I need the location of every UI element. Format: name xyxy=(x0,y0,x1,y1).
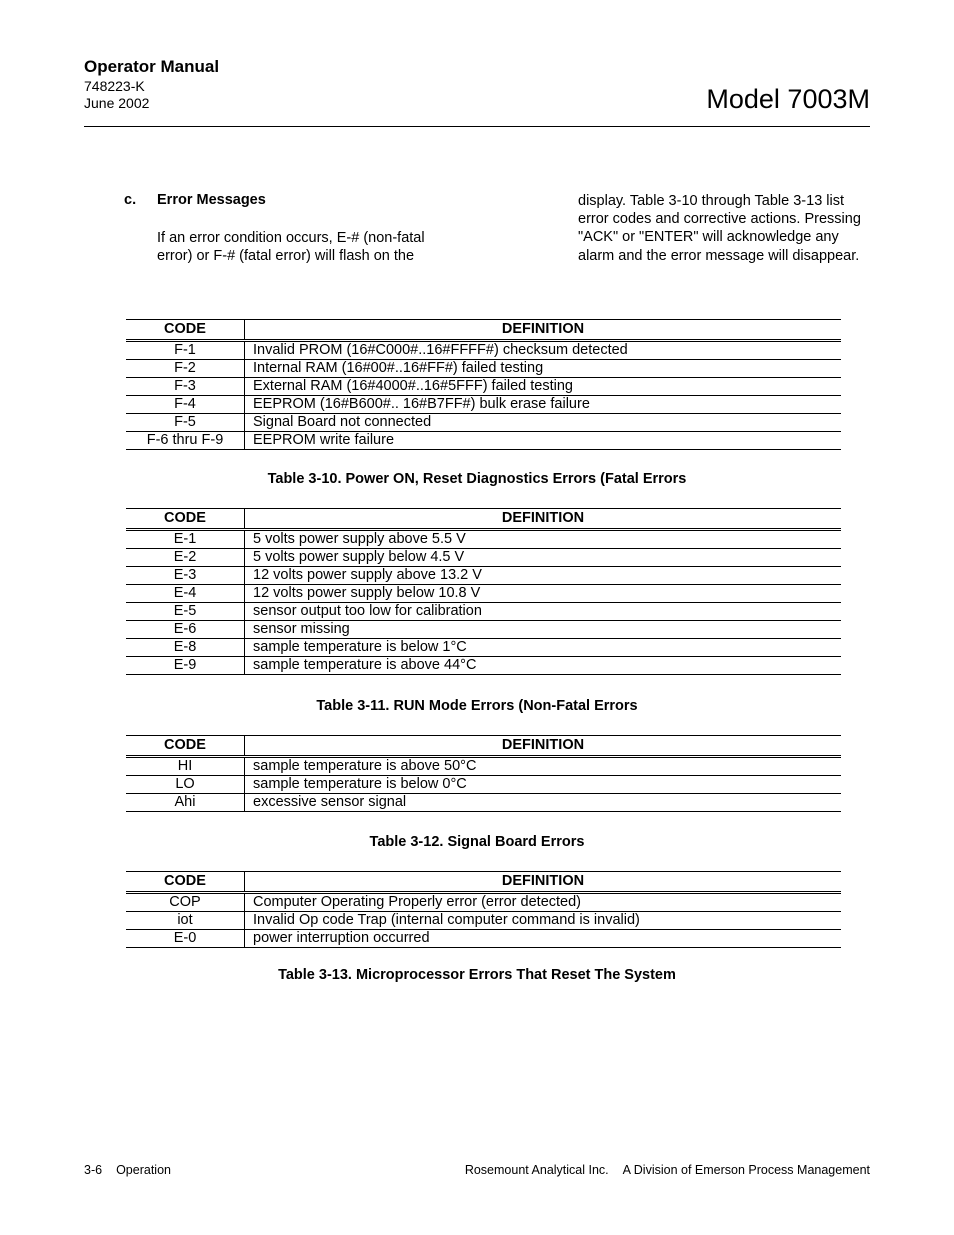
column-header-code: CODE xyxy=(126,872,245,893)
error-definition: EEPROM (16#B600#.. 16#B7FF#) bulk erase failure xyxy=(245,396,842,414)
page-number: 3-6 xyxy=(84,1163,103,1177)
footer-division: A Division of Emerson Process Management xyxy=(622,1163,870,1177)
error-code: E-9 xyxy=(126,657,245,675)
error-definition: Invalid PROM (16#C000#..16#FFFF#) checksum detected xyxy=(245,341,842,360)
table-3-11 xyxy=(126,508,841,675)
error-definition: sensor output too low for calibration xyxy=(245,603,842,621)
table-row xyxy=(126,794,841,812)
table-header-row xyxy=(126,736,841,757)
error-definition: Invalid Op code Trap (internal computer command is invalid) xyxy=(245,912,842,930)
table-caption: Table 3-12. Signal Board Errors xyxy=(369,834,585,850)
error-code: E-3 xyxy=(126,567,245,585)
table-row xyxy=(126,657,841,675)
error-definition: External RAM (16#4000#..16#5FFF) failed testing xyxy=(245,378,842,396)
table-row xyxy=(126,776,841,794)
error-definition: Internal RAM (16#00#..16#FF#) failed testing xyxy=(245,360,842,378)
doc-date: June 2002 xyxy=(84,95,150,111)
table-3-12 xyxy=(126,735,841,812)
error-code: E-2 xyxy=(126,549,245,567)
error-code: F-5 xyxy=(126,414,245,432)
table-row xyxy=(126,530,841,549)
table-header-row xyxy=(126,320,841,341)
error-code: F-3 xyxy=(126,378,245,396)
table-row xyxy=(126,912,841,930)
error-code: iot xyxy=(126,912,245,930)
footer-left xyxy=(84,1163,185,1177)
table-row xyxy=(126,585,841,603)
error-definition: sample temperature is below 0°C xyxy=(245,776,842,794)
table-header-row xyxy=(126,872,841,893)
column-header-definition: DEFINITION xyxy=(245,320,842,341)
error-code: F-2 xyxy=(126,360,245,378)
error-code: COP xyxy=(126,893,245,912)
table-3-10 xyxy=(126,319,841,450)
column-header-code: CODE xyxy=(126,509,245,530)
table-row xyxy=(126,621,841,639)
error-code: E-6 xyxy=(126,621,245,639)
table-row xyxy=(126,432,841,450)
error-code: E-5 xyxy=(126,603,245,621)
error-code: E-8 xyxy=(126,639,245,657)
error-code: E-0 xyxy=(126,930,245,948)
intro-paragraph-left: If an error condition occurs, E-# (non-fatal error) or F-# (fatal error) will flash on the xyxy=(157,230,425,265)
error-definition: Computer Operating Properly error (error detected) xyxy=(245,893,842,912)
error-definition: 5 volts power supply below 4.5 V xyxy=(245,549,842,567)
manual-title: Operator Manual xyxy=(84,57,220,76)
table-caption: Table 3-11. RUN Mode Errors (Non-Fatal Errors xyxy=(316,698,638,714)
error-code: F-4 xyxy=(126,396,245,414)
table-row xyxy=(126,414,841,432)
table-caption: Table 3-10. Power ON, Reset Diagnostics Errors (Fatal Errors xyxy=(267,471,687,487)
error-code: Ahi xyxy=(126,794,245,812)
error-code: F-1 xyxy=(126,341,245,360)
error-definition: Signal Board not connected xyxy=(245,414,842,432)
error-definition: 5 volts power supply above 5.5 V xyxy=(245,530,842,549)
error-code: LO xyxy=(126,776,245,794)
table-row xyxy=(126,603,841,621)
error-definition: EEPROM write failure xyxy=(245,432,842,450)
table-row xyxy=(126,396,841,414)
error-definition: sample temperature is below 1°C xyxy=(245,639,842,657)
table-3-13 xyxy=(126,871,841,948)
doc-number: 748223-K xyxy=(84,78,145,94)
section-letter: c. xyxy=(124,192,137,208)
error-code: E-1 xyxy=(126,530,245,549)
section-title: Error Messages xyxy=(157,192,266,208)
column-header-definition: DEFINITION xyxy=(245,872,842,893)
error-definition: sample temperature is above 44°C xyxy=(245,657,842,675)
table-row xyxy=(126,639,841,657)
error-definition: sample temperature is above 50°C xyxy=(245,757,842,776)
footer-right xyxy=(451,1163,870,1177)
table-row xyxy=(126,549,841,567)
error-definition: 12 volts power supply above 13.2 V xyxy=(245,567,842,585)
error-definition: excessive sensor signal xyxy=(245,794,842,812)
table-header-row xyxy=(126,509,841,530)
column-header-definition: DEFINITION xyxy=(245,509,842,530)
error-code: HI xyxy=(126,757,245,776)
table-row xyxy=(126,567,841,585)
error-code: F-6 thru F-9 xyxy=(126,432,245,450)
model-name: Model 7003M xyxy=(706,84,870,114)
table-row xyxy=(126,378,841,396)
column-header-definition: DEFINITION xyxy=(245,736,842,757)
error-code: E-4 xyxy=(126,585,245,603)
intro-paragraph-right: display. Table 3-10 through Table 3-13 list error codes and corrective actions. Pressing "ACK" or "ENTER" will acknowledge any alarm and the error message will disappear. xyxy=(578,193,861,264)
table-row xyxy=(126,360,841,378)
column-header-code: CODE xyxy=(126,320,245,341)
column-header-code: CODE xyxy=(126,736,245,757)
footer-company: Rosemount Analytical Inc. xyxy=(464,1163,609,1177)
error-definition: 12 volts power supply below 10.8 V xyxy=(245,585,842,603)
error-definition: power interruption occurred xyxy=(245,930,842,948)
table-row xyxy=(126,893,841,912)
error-definition: sensor missing xyxy=(245,621,842,639)
header-rule xyxy=(84,126,870,127)
table-caption: Table 3-13. Microprocessor Errors That Reset The System xyxy=(278,967,676,983)
footer-section: Operation xyxy=(116,1163,171,1177)
table-row xyxy=(126,757,841,776)
table-row xyxy=(126,341,841,360)
table-row xyxy=(126,930,841,948)
